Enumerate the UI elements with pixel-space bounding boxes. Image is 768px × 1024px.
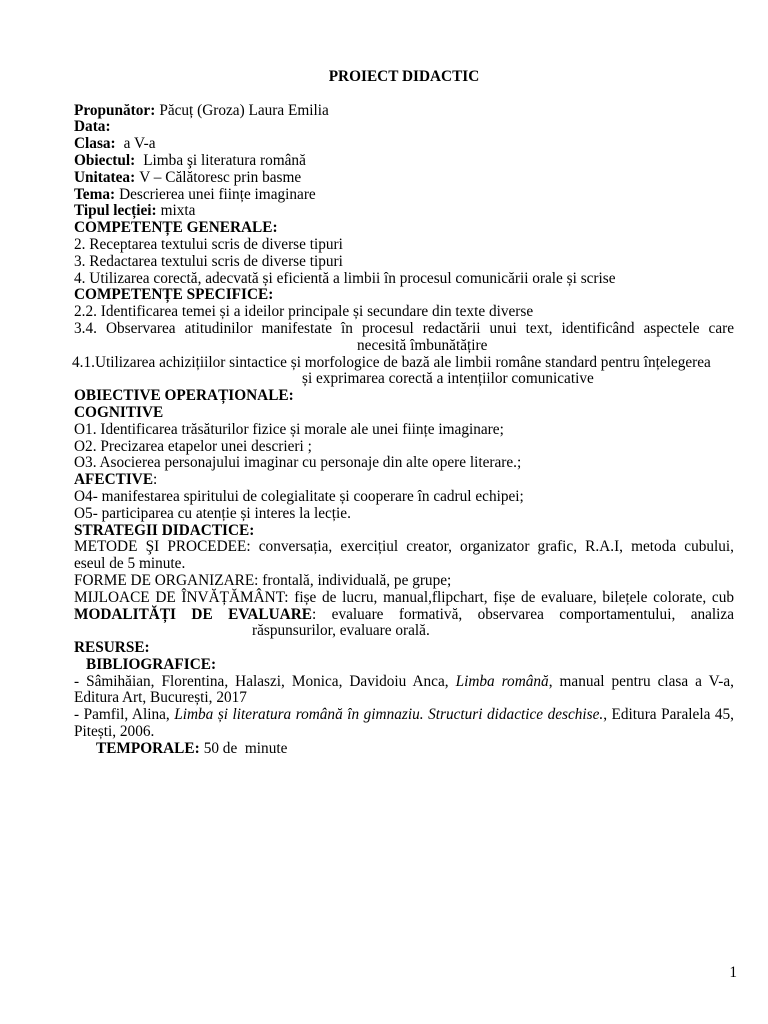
competente-specifice-heading: COMPETENȚE SPECIFICE:	[74, 286, 274, 304]
cognitive-heading: COGNITIVE	[74, 403, 164, 421]
competente-generale-heading: COMPETENȚE GENERALE:	[74, 219, 278, 237]
field-tema	[74, 187, 734, 204]
field-label-clasa: Clasa:	[74, 135, 116, 153]
field-obiectul	[74, 153, 734, 170]
forme-organizare-line	[74, 573, 734, 590]
field-tipul-lectiei	[74, 203, 734, 220]
competenta-specifica-continuation: și exprimarea corectă a intențiilor comunicative	[302, 370, 594, 388]
field-clasa	[74, 136, 734, 153]
competenta-specifica-text: 3.4. Observarea atitudinilor manifestate în procesul redactării unui text, identificând aspectele care	[74, 319, 734, 337]
metode-continuation: eseul de 5 minute.	[74, 555, 186, 573]
bibliography-authors: - Sâmihăian, Florentina, Halaszi, Monica, Davidoiu Anca,	[74, 672, 456, 690]
field-value-unitatea: V – Călătoresc prin basme	[139, 168, 302, 186]
field-label-tipul-lectiei: Tipul lecției:	[74, 202, 157, 220]
afective-heading	[74, 472, 734, 489]
document-title: PROIECT DIDACTIC	[328, 67, 480, 85]
document-body	[74, 103, 734, 758]
obiectiv-item: O3. Asocierea personajului imaginar cu personaje din alte opere literare.;	[74, 454, 522, 472]
obiective-operationale-heading: OBIECTIVE OPERAȚIONALE:	[74, 387, 294, 405]
field-label-data: Data:	[74, 118, 111, 136]
resurse-heading: RESURSE:	[74, 639, 150, 657]
metode-label: METODE ŞI PROCEDEE:	[74, 538, 251, 556]
page-number: 1	[729, 963, 737, 981]
modalitati-evaluare-continuation: răspunsurilor, evaluare orală.	[252, 622, 430, 640]
modalitati-evaluare-suffix: :	[311, 605, 317, 623]
bibliography-details: , Editura Paralela 45,	[603, 706, 734, 724]
obiectiv-item: O4- manifestarea spiritului de colegialitate și cooperare în cadrul echipei;	[74, 487, 524, 505]
bibliography-entry	[74, 674, 734, 691]
bibliography-title: Limba română	[455, 672, 549, 690]
bibliography-continuation: Editura Art, București, 2017	[74, 689, 247, 707]
competenta-specifica-item	[74, 321, 734, 338]
field-value-obiectul: Limba şi literatura română	[143, 151, 306, 169]
temporale-line	[74, 741, 734, 758]
field-label-propunator: Propunător:	[74, 101, 156, 119]
mijloace-value: fișe de lucru, manual,flipchart, fișe de evaluare, bilețele colorate, cub	[294, 588, 734, 606]
temporale-value: 50 de minute	[203, 739, 288, 757]
afective-heading-label: AFECTIVE	[74, 471, 154, 489]
metode-line	[74, 539, 734, 556]
competenta-specifica-item: 4.1.Utilizarea achizițiilor sintactice și morfologice de bază ale limbii române standard pentru înțelegerea	[72, 353, 711, 371]
bibliography-title: Limba și literatura română în gimnaziu. Structuri didactice deschise.	[174, 706, 604, 724]
metode-value: conversația, exercițiul creator, organizator grafic, R.A.I, metoda cubului,	[258, 538, 734, 556]
obiectiv-item: O5- participarea cu atenție și interes la lecție.	[74, 504, 351, 522]
competenta-specifica-continuation: necesită îmbunătățire	[357, 336, 488, 354]
strategii-didactice-heading: STRATEGII DIDACTICE:	[74, 521, 255, 539]
obiectiv-item: O1. Identificarea trăsăturilor fizice și morale ale unei ființe imaginare;	[74, 420, 504, 438]
modalitati-evaluare-label: MODALITĂȚI DE EVALUARE	[74, 605, 312, 623]
bibliography-continuation: Pitești, 2006.	[74, 723, 155, 741]
competenta-generala-item: 2. Receptarea textului scris de diverse tipuri	[74, 235, 343, 253]
modalitati-evaluare-line	[74, 607, 734, 624]
field-label-tema: Tema:	[74, 185, 116, 203]
temporale-label: TEMPORALE:	[96, 739, 200, 757]
bibliography-details: , manual pentru clasa a V-a,	[548, 672, 735, 690]
field-value-tipul-lectiei: mixta	[160, 202, 196, 220]
competenta-generala-item: 4. Utilizarea corectă, adecvată și eficientă a limbii în procesul comunicării orale și scrise	[74, 269, 616, 287]
field-label-unitatea: Unitatea:	[74, 168, 136, 186]
afective-heading-suffix: :	[153, 471, 158, 489]
bibliography-entry	[74, 707, 734, 724]
competenta-generala-item: 3. Redactarea textului scris de diverse tipuri	[74, 252, 343, 270]
forme-organizare-value: frontală, individuală, pe grupe;	[262, 571, 452, 589]
bibliography-authors: - Pamfil, Alina,	[74, 706, 175, 724]
field-value-clasa: a V-a	[123, 135, 156, 153]
modalitati-evaluare-value: evaluare formativă, observarea comportamentului, analiza	[331, 605, 734, 623]
competenta-specifica-item: 2.2. Identificarea temei și a ideilor principale și secundare din texte diverse	[74, 303, 534, 321]
mijloace-label: MIJLOACE DE ÎNVĂȚĂMÂNT:	[74, 588, 289, 606]
mijloace-line	[74, 590, 734, 607]
field-label-obiectul: Obiectul:	[74, 151, 136, 169]
field-value-propunator: Păcuț (Groza) Laura Emilia	[159, 101, 329, 119]
bibliografice-heading: BIBLIOGRAFICE:	[86, 655, 217, 673]
field-value-tema: Descrierea unei ființe imaginare	[119, 185, 316, 203]
obiectiv-item: O2. Precizarea etapelor unei descrieri ;	[74, 437, 312, 455]
field-data	[74, 119, 734, 136]
field-propunator	[74, 103, 734, 120]
field-unitatea	[74, 170, 734, 187]
forme-organizare-label: FORME DE ORGANIZARE:	[74, 571, 259, 589]
